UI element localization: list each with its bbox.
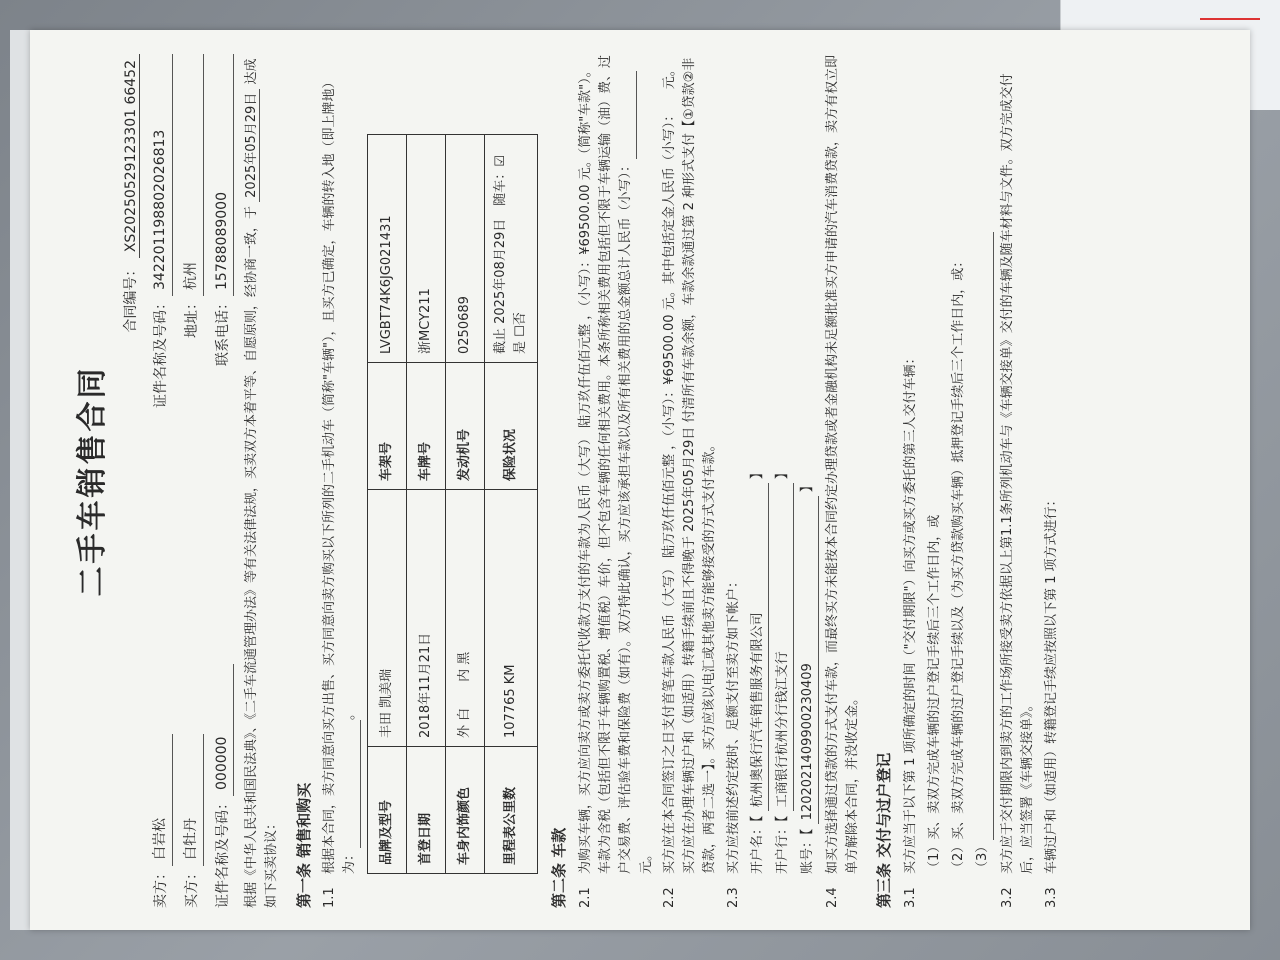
- buyer-name: 白牡丹: [181, 734, 204, 866]
- clause-number: 3.3: [1043, 887, 1059, 908]
- seller-address-label: 地址：: [183, 296, 200, 338]
- table-value-cell: 0250689: [446, 135, 485, 363]
- article3-title: 第三条 交付与过户登记: [875, 752, 894, 908]
- contract-number-value: XS20250529123301 66452: [123, 54, 140, 258]
- clause-number: 2.3: [725, 887, 741, 908]
- bracket-close: 】: [800, 479, 815, 493]
- clause-2-3: [724, 54, 744, 908]
- seller-id-label: 证件名称及号码：: [153, 296, 170, 408]
- account-name-label: 开户名：【: [749, 815, 765, 874]
- seller-row: [150, 54, 173, 908]
- clause-text: 如买方选择通过贷款的方式支付车款，而最终买方未能按本合同约定办理贷款或者金融机构未足额批准买方申请的汽车消费贷款，卖方有权立即单方解除本合同，并没收定金。: [825, 54, 861, 874]
- preamble-text: 根据《中华人民共和国民法典》、《二手车流通管理办法》等有关法律法规，买卖双方本着平等、自愿原则，经协商一致，于: [244, 205, 260, 908]
- clause-end: 。: [341, 706, 357, 720]
- article2-title: 第二条 车款: [550, 827, 569, 908]
- preamble-date: 2025年05月29日: [244, 89, 260, 202]
- clause-3-2: [998, 54, 1038, 908]
- seller-name: 白岩松: [150, 734, 173, 866]
- clause-number: 2.1: [577, 887, 593, 908]
- contract-page: [30, 30, 1250, 930]
- preamble-text-end: 达成如下买卖协议：: [244, 58, 280, 908]
- preamble: [242, 54, 282, 908]
- table-header-cell: 保险状况: [485, 363, 538, 490]
- clause-number: 1.1: [321, 887, 337, 908]
- clause-3-1: [901, 54, 921, 908]
- clause-3-1-option-2: （2）买、卖双方完成车辆的过户登记手续以及（为买方贷款购买车辆）抵押登记手续后三个工作日内，或：: [950, 254, 966, 874]
- clause-2-4: [823, 54, 863, 908]
- table-header-cell: 品牌及型号: [368, 747, 407, 874]
- seller-label: 卖方：: [153, 866, 170, 908]
- clause-text: 买方应在本合同签订之日支付首笔车款人民币（大写） 陆万玖仟伍佰元整 ，（小写）：¥69500.00 元。其中包括定金人民币（小写）： 元。买方应在办理车辆过户和（如适用）转籍手续前且不得晚于 2025年05月29日 付清所有车款余额，车款余款通过第 2 种形式支付【①贷款②非贷款，两者二选一】。买方应该以电汇或其他卖方能够接受的方式支付车款。: [662, 57, 718, 874]
- clause-end: 元。: [639, 847, 655, 874]
- contract-body: [64, 54, 1232, 908]
- table-value-cell: 浙MCY211: [407, 135, 446, 363]
- clause-number: 3.2: [1000, 887, 1016, 908]
- clause-3-1-option-1: （1）买、卖双方完成车辆的过户登记手续后三个工作日内，或: [926, 514, 942, 874]
- table-header-cell: 里程表公里数: [485, 747, 538, 874]
- table-row: [446, 135, 485, 874]
- buyer-id-label: 证件名称及号码：: [214, 796, 231, 908]
- seller-phone-label: 联系电话：: [214, 296, 231, 366]
- bank-name: 工商银行杭州分行钱江支行: [773, 483, 794, 811]
- table-header-cell: 首登日期: [407, 747, 446, 874]
- vehicle-table: [367, 134, 538, 874]
- bracket-close: 】: [749, 466, 765, 480]
- account-number-row: [798, 54, 819, 874]
- clause-text: 车辆过户和（如适用）转籍登记手续应按照以下第 1 项方式进行：: [1043, 493, 1059, 874]
- account-number: 1202021409900230409: [798, 496, 819, 824]
- table-value-cell: LVGBT74K6JG021431: [368, 135, 407, 363]
- account-name: 杭州奥保行汽车销售服务有限公司: [748, 483, 769, 811]
- clause-3-3: [1042, 54, 1062, 908]
- buyer-row: [181, 54, 204, 908]
- account-name-row: [748, 54, 769, 874]
- contract-number-label: 合同编号：: [122, 262, 139, 333]
- buyer-id: 000000: [212, 664, 235, 796]
- table-value-cell: 外 白 内 黑: [446, 490, 485, 747]
- clause-number: 2.4: [825, 887, 841, 908]
- table-value-cell: 截止 2025年08月29日 随车：☑是 ☐否: [485, 135, 538, 363]
- clause-text: 为购买车辆，买方应向卖方或卖方委托代收款方支付的车款为人民币（大写） 陆万玖仟伍佰元整 ，（小写）：¥69500.00 元。（简称"车款"）。车款为含税（包括但不限于车辆购置税、增值税）车价，但不包含车辆的任何相关费用。本条所称相关费用包括但不限于车辆运输（油）费、过户交易费、评估验车费和保险费（如有）。双方特此确认，买方应该承担车款以及所有相关费用的总金额总计人民币（小写）：: [577, 54, 633, 874]
- clause-text: 买方应于交付期限内到卖方的工作场所接受卖方依据以上第1.1条所列机动车与《车辆交接单》交付的车辆及随车材料与文件。双方完成交付后，应当签署《车辆交接单》。: [1000, 73, 1036, 874]
- bracket-close: 】: [774, 466, 790, 480]
- clause-2-2: [660, 54, 720, 908]
- bank-row: [773, 54, 794, 874]
- clause-3-1-option-3: [973, 54, 994, 874]
- clause-number: 3.1: [902, 887, 918, 908]
- table-header-cell: 车牌号: [407, 363, 446, 490]
- clause-text: 买方应按前述约定按时、足额支付至卖方如下帐户：: [725, 574, 741, 874]
- contract-title: 二手车销售合同: [75, 365, 110, 597]
- seller-phone: 15788089000: [212, 54, 235, 296]
- buyer-id-row: [212, 54, 235, 908]
- account-number-label: 账号：【: [800, 828, 815, 874]
- table-header-cell: 车身内饰颜色: [446, 747, 485, 874]
- table-row: [485, 135, 538, 874]
- option-label: （3）: [975, 839, 991, 874]
- table-header-cell: 车架号: [368, 363, 407, 490]
- table-row: [368, 135, 407, 874]
- corner-pen-mark: [1200, 4, 1260, 20]
- article1-title: 第一条 销售和购买: [294, 782, 313, 908]
- seller-id: 342201198802026813: [150, 54, 173, 296]
- table-value-cell: 107765 KM: [485, 490, 538, 747]
- clause-2-1: [576, 54, 658, 908]
- clause-1-1: [320, 54, 361, 908]
- clause-text: 买方应当于以下第 1 项所确定的时间（"交付期限"）向买方或买方委托的第三人交付车辆：: [902, 351, 918, 874]
- table-header-cell: 发动机号: [446, 363, 485, 490]
- contract-number: [121, 54, 143, 908]
- table-value-cell: 2018年11月21日: [407, 490, 446, 747]
- table-value-cell: 丰田 凯美瑞: [368, 490, 407, 747]
- buyer-label: 买方：: [183, 866, 200, 908]
- bank-label: 开户行：【: [774, 815, 790, 874]
- clause-number: 2.2: [662, 887, 678, 908]
- clause-text: 根据本合同，卖方同意向买方出售、买方同意向卖方购买以下所列的二手机动车（简称"车辆"），且买方已确定，车辆的转入地（即上牌地）为：: [321, 75, 357, 874]
- table-row: [407, 135, 446, 874]
- seller-address: 杭州: [181, 54, 204, 296]
